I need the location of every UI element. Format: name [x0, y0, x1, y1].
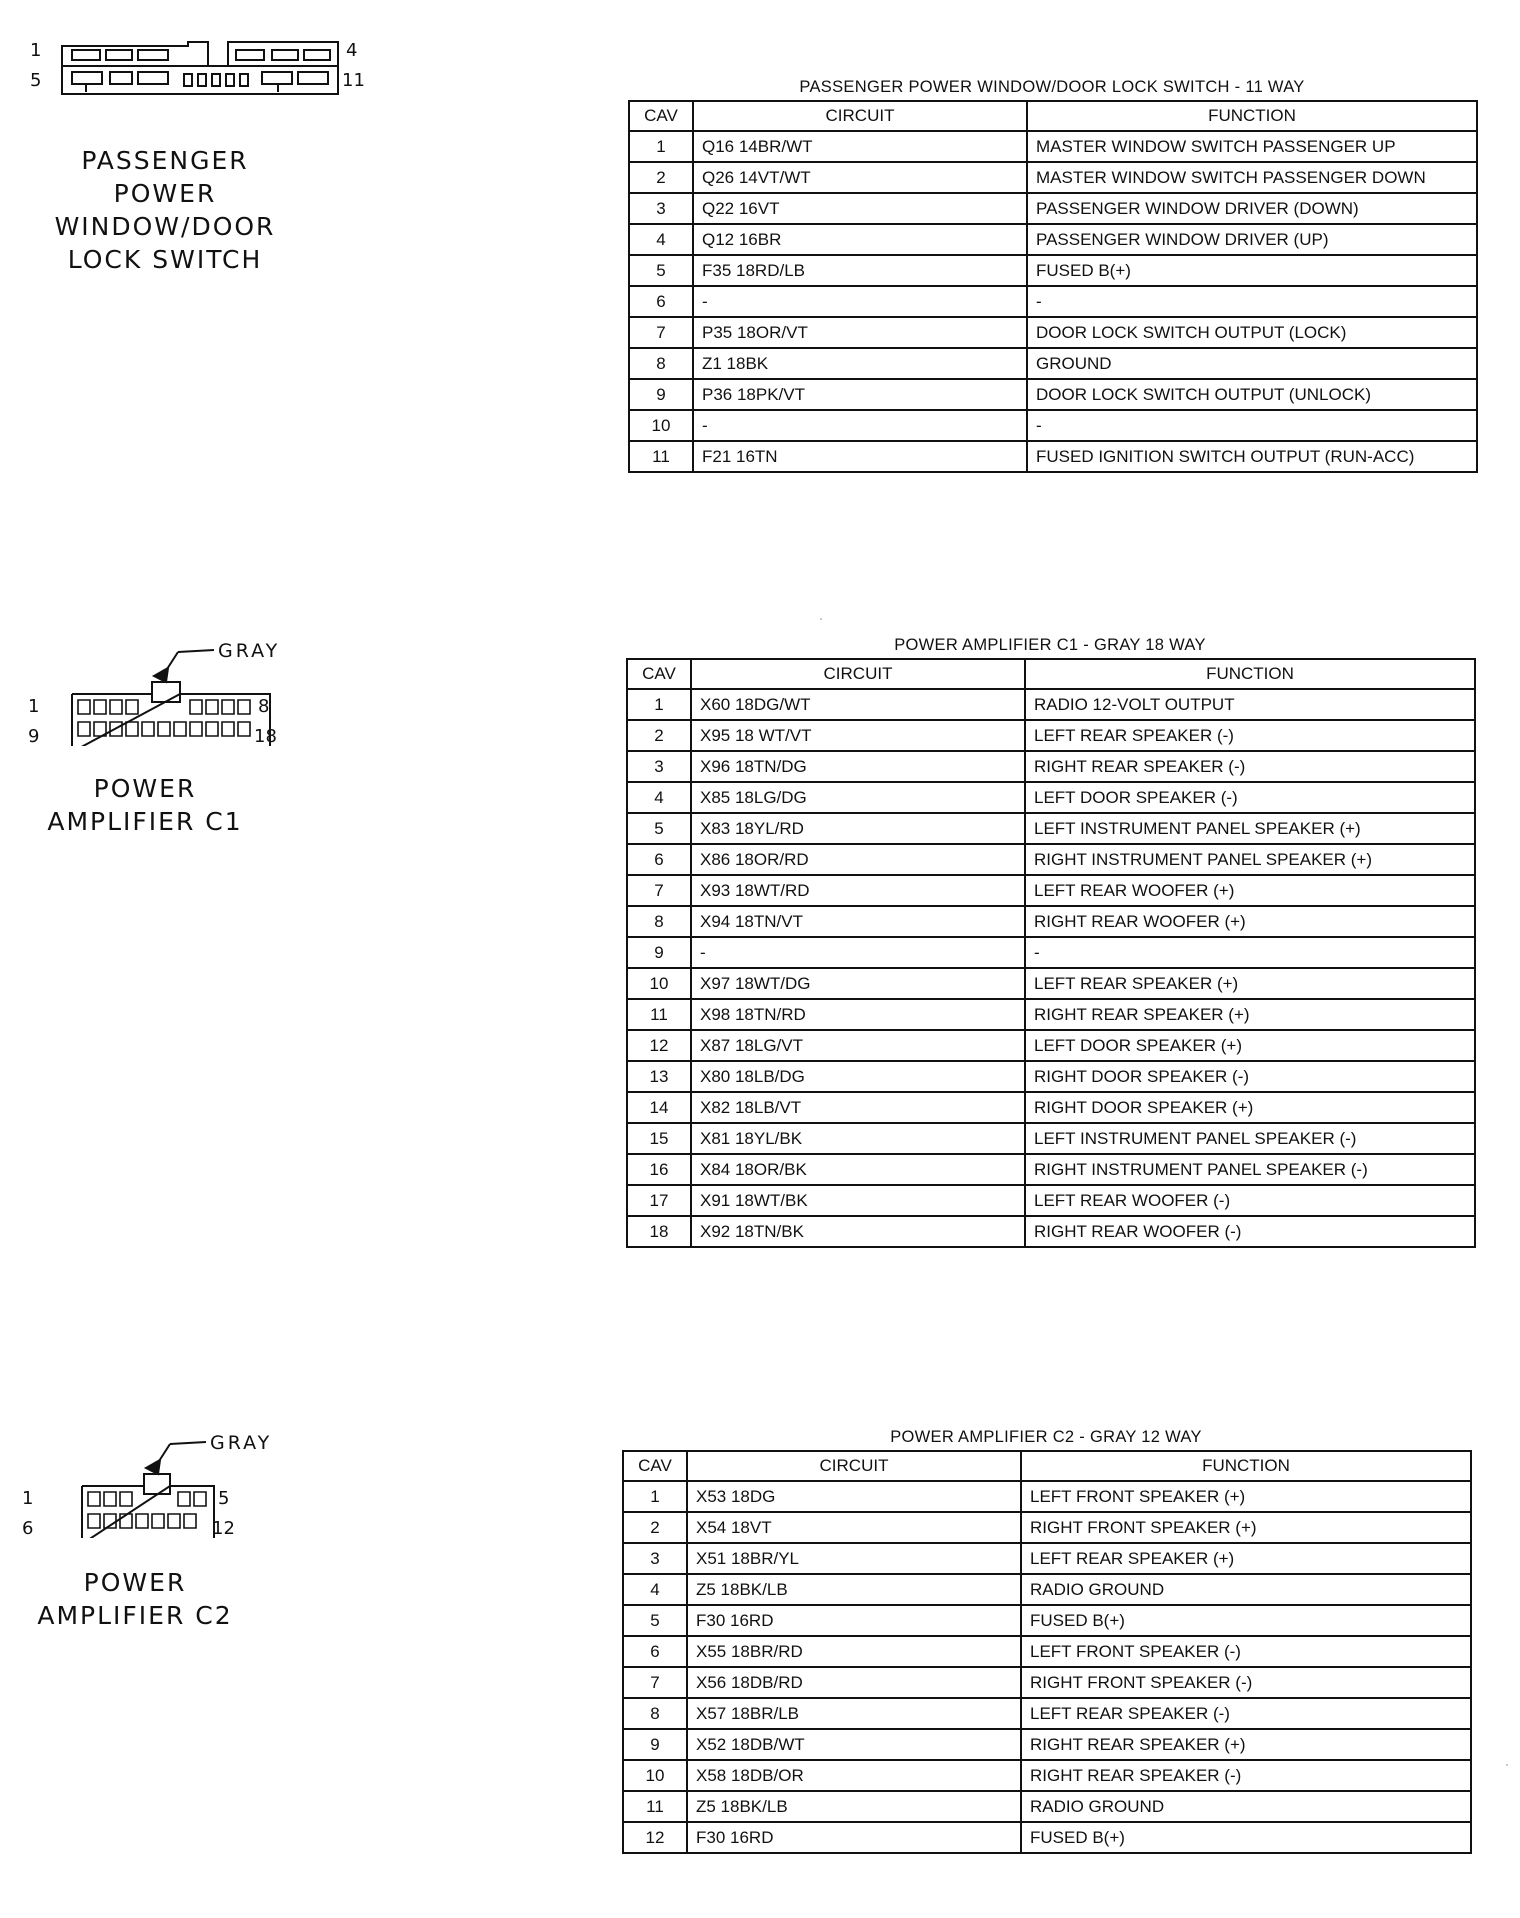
cell-cav: 4: [623, 1574, 687, 1605]
cell-function: RIGHT INSTRUMENT PANEL SPEAKER (-): [1025, 1154, 1475, 1185]
cell-cav: 12: [627, 1030, 691, 1061]
cell-cav: 4: [629, 224, 693, 255]
cell-circuit: X56 18DB/RD: [687, 1667, 1021, 1698]
cell-circuit: X94 18TN/VT: [691, 906, 1025, 937]
cell-function: RIGHT REAR SPEAKER (-): [1025, 751, 1475, 782]
cell-function: RIGHT FRONT SPEAKER (+): [1021, 1512, 1471, 1543]
table-row: [627, 1185, 1475, 1216]
cell-cav: 3: [629, 193, 693, 224]
cell-cav: 17: [627, 1185, 691, 1216]
cell-cav: 5: [627, 813, 691, 844]
cell-function: FUSED B(+): [1021, 1822, 1471, 1853]
cell-cav: 6: [629, 286, 693, 317]
cell-cav: 9: [623, 1729, 687, 1760]
table-row: [623, 1729, 1471, 1760]
table-row: [629, 255, 1477, 286]
cell-function: RIGHT DOOR SPEAKER (+): [1025, 1092, 1475, 1123]
header-cav: CAV: [627, 659, 691, 689]
cell-circuit: X87 18LG/VT: [691, 1030, 1025, 1061]
connector-name-line: AMPLIFIER C2: [37, 1601, 233, 1630]
table-row: [623, 1481, 1471, 1512]
cell-function: FUSED IGNITION SWITCH OUTPUT (RUN-ACC): [1027, 441, 1477, 472]
cell-circuit: F30 16RD: [687, 1605, 1021, 1636]
connector-name: [40, 144, 290, 276]
cell-cav: 14: [627, 1092, 691, 1123]
cell-function: PASSENGER WINDOW DRIVER (UP): [1027, 224, 1477, 255]
header-function: FUNCTION: [1027, 101, 1477, 131]
connector-name-line: POWER: [83, 1568, 187, 1597]
table-row: [627, 813, 1475, 844]
table-row: [627, 937, 1475, 968]
pin-top-right: 8: [258, 696, 270, 717]
connector-name-line: PASSENGER POWER: [81, 146, 249, 208]
cell-cav: 8: [623, 1698, 687, 1729]
cell-function: -: [1027, 286, 1477, 317]
table-row: [623, 1543, 1471, 1574]
cell-cav: 2: [629, 162, 693, 193]
pin-bottom-left: 9: [28, 726, 40, 747]
header-function: FUNCTION: [1025, 659, 1475, 689]
cell-function: MASTER WINDOW SWITCH PASSENGER DOWN: [1027, 162, 1477, 193]
cell-cav: 11: [627, 999, 691, 1030]
table-row: [629, 162, 1477, 193]
connector-name-line: POWER: [93, 774, 197, 803]
table-row: [627, 689, 1475, 720]
table-row: [629, 131, 1477, 162]
connector-diagram: [58, 38, 348, 98]
connector-name: [20, 1566, 250, 1632]
table-row: [629, 348, 1477, 379]
cell-circuit: X52 18DB/WT: [687, 1729, 1021, 1760]
table-block-amplifier-c2: [622, 1424, 1470, 1854]
table-row: [623, 1605, 1471, 1636]
pin-top-left: 1: [30, 40, 42, 61]
connector-color-label: GRAY: [218, 640, 281, 662]
cell-function: RIGHT REAR SPEAKER (+): [1025, 999, 1475, 1030]
cell-circuit: X91 18WT/BK: [691, 1185, 1025, 1216]
cell-cav: 16: [627, 1154, 691, 1185]
cell-circuit: X93 18WT/RD: [691, 875, 1025, 906]
table-row: [627, 1154, 1475, 1185]
pin-bottom-right: 18: [254, 726, 277, 747]
cell-cav: 7: [623, 1667, 687, 1698]
cell-circuit: Q22 16VT: [693, 193, 1027, 224]
table-row: [629, 379, 1477, 410]
table-row: [629, 441, 1477, 472]
cell-circuit: F35 18RD/LB: [693, 255, 1027, 286]
cell-circuit: X57 18BR/LB: [687, 1698, 1021, 1729]
cell-circuit: X86 18OR/RD: [691, 844, 1025, 875]
cell-cav: 7: [629, 317, 693, 348]
table-block-passenger-switch: [628, 74, 1476, 473]
cell-circuit: X97 18WT/DG: [691, 968, 1025, 999]
cell-circuit: X95 18 WT/VT: [691, 720, 1025, 751]
cell-function: LEFT INSTRUMENT PANEL SPEAKER (+): [1025, 813, 1475, 844]
cell-cav: 2: [623, 1512, 687, 1543]
cell-function: RADIO GROUND: [1021, 1574, 1471, 1605]
table-row: [629, 410, 1477, 441]
table-row: [627, 1061, 1475, 1092]
table-title: POWER AMPLIFIER C1 - GRAY 18 WAY: [894, 636, 1206, 654]
cell-circuit: X92 18TN/BK: [691, 1216, 1025, 1247]
pin-bottom-right: 11: [342, 70, 365, 91]
cell-cav: 5: [623, 1605, 687, 1636]
cell-circuit: F21 16TN: [693, 441, 1027, 472]
table-row: [629, 224, 1477, 255]
cell-cav: 8: [627, 906, 691, 937]
table-block-amplifier-c1: [626, 632, 1474, 1248]
cell-cav: 8: [629, 348, 693, 379]
table-row: [623, 1822, 1471, 1853]
table-title: POWER AMPLIFIER C2 - GRAY 12 WAY: [890, 1428, 1202, 1446]
cell-circuit: X98 18TN/RD: [691, 999, 1025, 1030]
cell-function: RIGHT REAR SPEAKER (+): [1021, 1729, 1471, 1760]
cell-cav: 11: [623, 1791, 687, 1822]
cell-function: RIGHT DOOR SPEAKER (-): [1025, 1061, 1475, 1092]
table-row: [627, 1123, 1475, 1154]
cell-cav: 2: [627, 720, 691, 751]
cell-circuit: X51 18BR/YL: [687, 1543, 1021, 1574]
cell-function: RIGHT FRONT SPEAKER (-): [1021, 1667, 1471, 1698]
table-row: [627, 782, 1475, 813]
table-row: [627, 906, 1475, 937]
scan-speck: [820, 618, 822, 620]
table-row: [627, 1092, 1475, 1123]
cell-circuit: X54 18VT: [687, 1512, 1021, 1543]
cell-circuit: -: [693, 286, 1027, 317]
pin-top-left: 1: [28, 696, 40, 717]
cell-function: RADIO 12-VOLT OUTPUT: [1025, 689, 1475, 720]
pin-top-left: 1: [22, 1488, 34, 1509]
table-row: [629, 193, 1477, 224]
cell-function: LEFT FRONT SPEAKER (+): [1021, 1481, 1471, 1512]
cell-cav: 9: [629, 379, 693, 410]
table-row: [623, 1512, 1471, 1543]
table-header-row: [627, 659, 1475, 689]
cell-function: LEFT INSTRUMENT PANEL SPEAKER (-): [1025, 1123, 1475, 1154]
table-row: [629, 317, 1477, 348]
table-row: [623, 1667, 1471, 1698]
table-header-row: [629, 101, 1477, 131]
table-row: [627, 875, 1475, 906]
cell-circuit: Z5 18BK/LB: [687, 1791, 1021, 1822]
connector-figure-amplifier-c1: [20, 636, 400, 846]
cell-function: LEFT REAR SPEAKER (-): [1025, 720, 1475, 751]
pin-bottom-right: 12: [212, 1518, 235, 1539]
cell-circuit: X80 18LB/DG: [691, 1061, 1025, 1092]
table-row: [623, 1698, 1471, 1729]
cell-circuit: Q16 14BR/WT: [693, 131, 1027, 162]
table-row: [623, 1791, 1471, 1822]
cell-cav: 3: [623, 1543, 687, 1574]
cell-cav: 1: [623, 1481, 687, 1512]
connector-name: [30, 772, 260, 838]
table-header-row: [623, 1451, 1471, 1481]
cell-function: RADIO GROUND: [1021, 1791, 1471, 1822]
connector-figure-passenger-switch: [20, 36, 400, 274]
cell-circuit: Q12 16BR: [693, 224, 1027, 255]
table-title: PASSENGER POWER WINDOW/DOOR LOCK SWITCH - 11 WAY: [799, 78, 1305, 96]
cell-cav: 3: [627, 751, 691, 782]
cell-function: LEFT DOOR SPEAKER (-): [1025, 782, 1475, 813]
cell-function: -: [1027, 410, 1477, 441]
table-row: [623, 1574, 1471, 1605]
cell-circuit: Q26 14VT/WT: [693, 162, 1027, 193]
connector-color-label: GRAY: [210, 1432, 273, 1454]
cell-function: GROUND: [1027, 348, 1477, 379]
cell-circuit: X53 18DG: [687, 1481, 1021, 1512]
cell-circuit: X82 18LB/VT: [691, 1092, 1025, 1123]
pinout-table: [622, 1450, 1472, 1854]
table-row: [627, 999, 1475, 1030]
header-circuit: CIRCUIT: [691, 659, 1025, 689]
table-row: [623, 1760, 1471, 1791]
table-row: [627, 968, 1475, 999]
header-function: FUNCTION: [1021, 1451, 1471, 1481]
cell-circuit: -: [693, 410, 1027, 441]
cell-function: LEFT REAR WOOFER (-): [1025, 1185, 1475, 1216]
cell-function: -: [1025, 937, 1475, 968]
connector-name-line: AMPLIFIER C1: [47, 807, 243, 836]
cell-cav: 5: [629, 255, 693, 286]
header-circuit: CIRCUIT: [687, 1451, 1021, 1481]
cell-cav: 13: [627, 1061, 691, 1092]
cell-function: DOOR LOCK SWITCH OUTPUT (LOCK): [1027, 317, 1477, 348]
cell-function: FUSED B(+): [1021, 1605, 1471, 1636]
connector-name-line: LOCK SWITCH: [67, 245, 263, 274]
pinout-table: [626, 658, 1476, 1248]
table-row: [623, 1636, 1471, 1667]
cell-cav: 9: [627, 937, 691, 968]
cell-circuit: P35 18OR/VT: [693, 317, 1027, 348]
table-row: [627, 1216, 1475, 1247]
cell-cav: 1: [627, 689, 691, 720]
cell-function: LEFT REAR SPEAKER (+): [1021, 1543, 1471, 1574]
pin-top-right: 5: [218, 1488, 230, 1509]
cell-function: RIGHT REAR WOOFER (+): [1025, 906, 1475, 937]
cell-circuit: Z1 18BK: [693, 348, 1027, 379]
table-row: [627, 1030, 1475, 1061]
cell-function: LEFT REAR SPEAKER (-): [1021, 1698, 1471, 1729]
table-row: [627, 720, 1475, 751]
cell-function: RIGHT REAR SPEAKER (-): [1021, 1760, 1471, 1791]
cell-cav: 6: [623, 1636, 687, 1667]
cell-circuit: X55 18BR/RD: [687, 1636, 1021, 1667]
pin-top-right: 4: [346, 40, 358, 61]
cell-cav: 12: [623, 1822, 687, 1853]
connector-name-line: WINDOW/DOOR: [54, 212, 276, 241]
cell-cav: 1: [629, 131, 693, 162]
cell-circuit: P36 18PK/VT: [693, 379, 1027, 410]
cell-circuit: F30 16RD: [687, 1822, 1021, 1853]
cell-circuit: Z5 18BK/LB: [687, 1574, 1021, 1605]
scan-speck: [1506, 1764, 1508, 1766]
cell-cav: 10: [629, 410, 693, 441]
cell-function: LEFT FRONT SPEAKER (-): [1021, 1636, 1471, 1667]
cell-cav: 15: [627, 1123, 691, 1154]
cell-circuit: X83 18YL/RD: [691, 813, 1025, 844]
cell-circuit: X85 18LG/DG: [691, 782, 1025, 813]
pin-bottom-left: 5: [30, 70, 42, 91]
cell-circuit: X81 18YL/BK: [691, 1123, 1025, 1154]
cell-cav: 4: [627, 782, 691, 813]
cell-circuit: X96 18TN/DG: [691, 751, 1025, 782]
cell-function: LEFT DOOR SPEAKER (+): [1025, 1030, 1475, 1061]
cell-function: MASTER WINDOW SWITCH PASSENGER UP: [1027, 131, 1477, 162]
table-row: [627, 844, 1475, 875]
cell-function: PASSENGER WINDOW DRIVER (DOWN): [1027, 193, 1477, 224]
cell-function: FUSED B(+): [1027, 255, 1477, 286]
cell-cav: 10: [627, 968, 691, 999]
cell-cav: 18: [627, 1216, 691, 1247]
table-row: [627, 751, 1475, 782]
header-cav: CAV: [623, 1451, 687, 1481]
cell-function: RIGHT INSTRUMENT PANEL SPEAKER (+): [1025, 844, 1475, 875]
cell-circuit: -: [691, 937, 1025, 968]
cell-circuit: X60 18DG/WT: [691, 689, 1025, 720]
header-circuit: CIRCUIT: [693, 101, 1027, 131]
pin-bottom-left: 6: [22, 1518, 34, 1539]
table-row: [629, 286, 1477, 317]
cell-cav: 7: [627, 875, 691, 906]
cell-cav: 11: [629, 441, 693, 472]
cell-function: RIGHT REAR WOOFER (-): [1025, 1216, 1475, 1247]
cell-cav: 6: [627, 844, 691, 875]
cell-circuit: X84 18OR/BK: [691, 1154, 1025, 1185]
connector-figure-amplifier-c2: [20, 1428, 400, 1648]
cell-circuit: X58 18DB/OR: [687, 1760, 1021, 1791]
header-cav: CAV: [629, 101, 693, 131]
cell-function: LEFT REAR SPEAKER (+): [1025, 968, 1475, 999]
pinout-table: [628, 100, 1478, 473]
cell-function: DOOR LOCK SWITCH OUTPUT (UNLOCK): [1027, 379, 1477, 410]
cell-function: LEFT REAR WOOFER (+): [1025, 875, 1475, 906]
cell-cav: 10: [623, 1760, 687, 1791]
